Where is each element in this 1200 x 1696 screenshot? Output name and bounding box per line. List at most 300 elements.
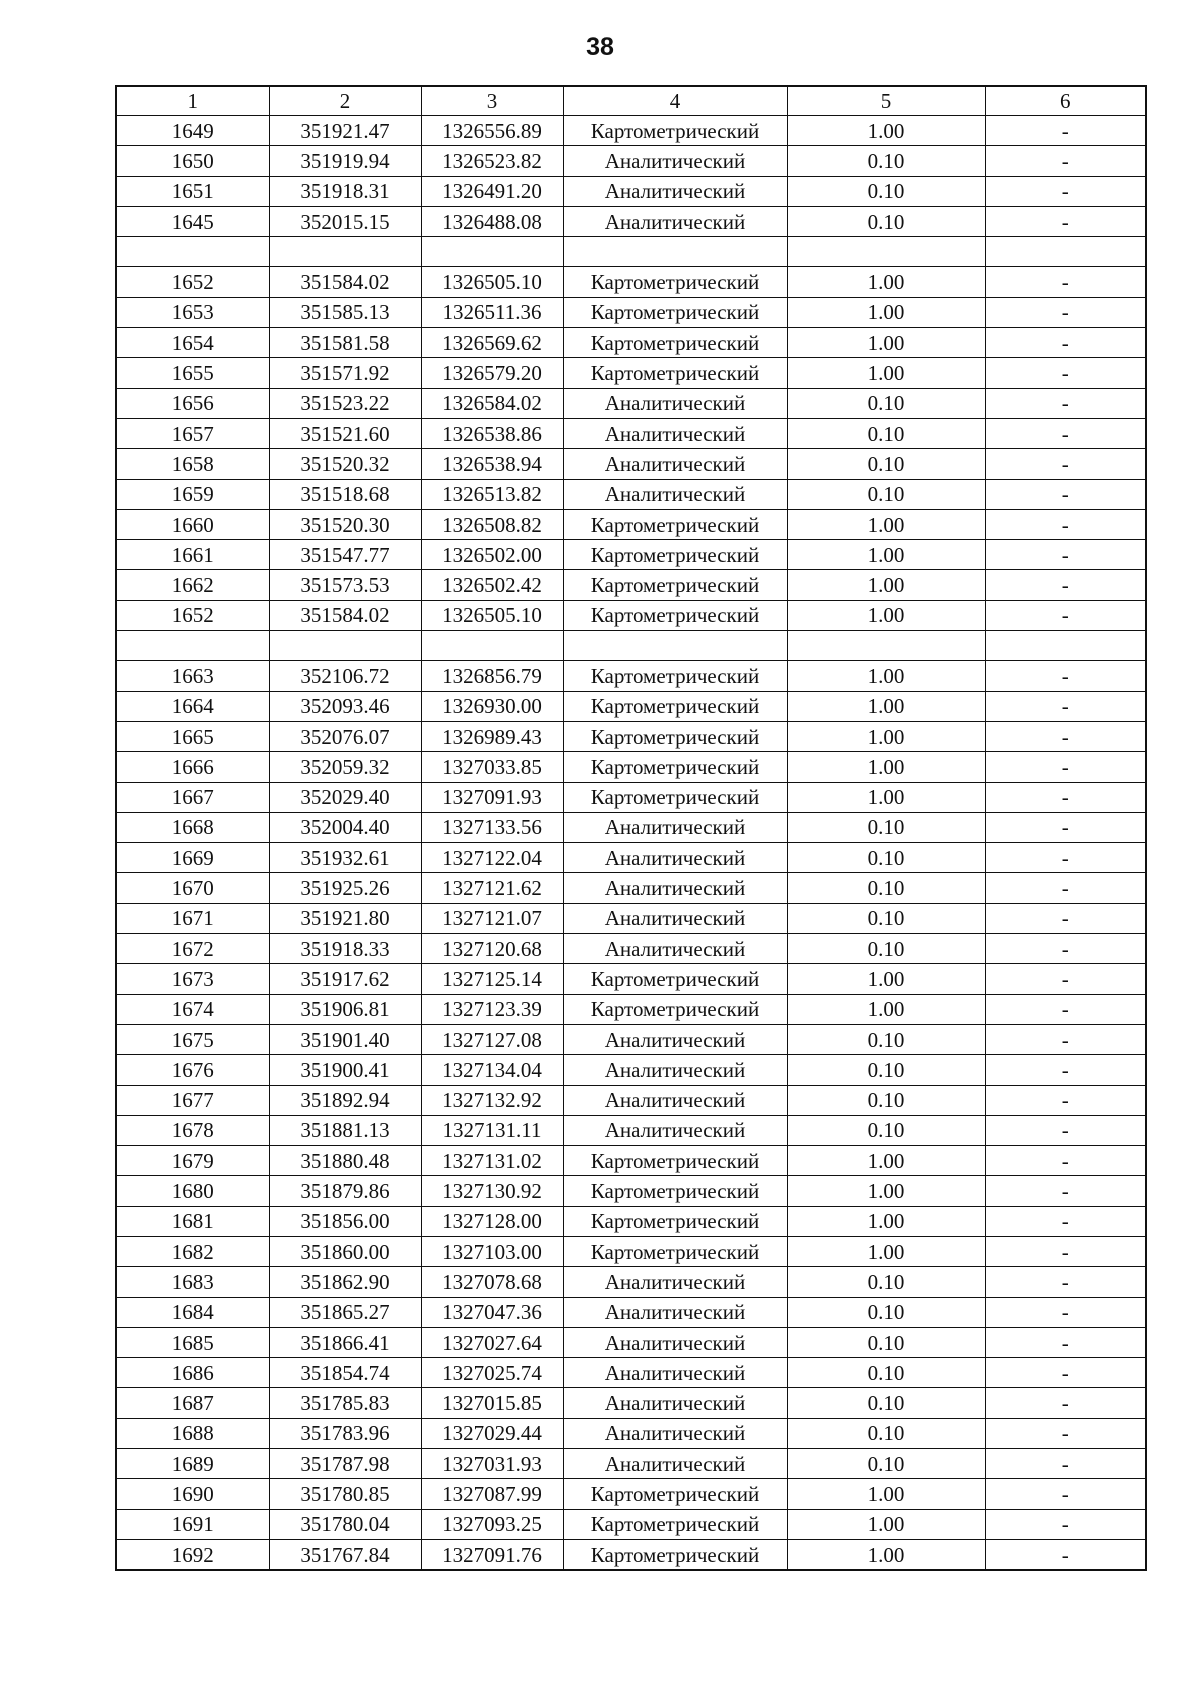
x-coordinate-cell: 351901.40	[269, 1024, 421, 1054]
method-cell: Картометрический	[563, 782, 787, 812]
point-number-cell: 1645	[116, 206, 269, 236]
point-number-cell: 1658	[116, 449, 269, 479]
method-cell: Картометрический	[563, 1479, 787, 1509]
accuracy-cell: 1.00	[787, 540, 985, 570]
note-cell: -	[985, 994, 1146, 1024]
y-coordinate-cell: 1327128.00	[421, 1206, 563, 1236]
note-cell: -	[985, 1418, 1146, 1448]
table-row	[116, 418, 1146, 448]
table-row	[116, 1479, 1146, 1509]
point-number-cell: 1654	[116, 328, 269, 358]
y-coordinate-cell: 1327132.92	[421, 1085, 563, 1115]
point-number-cell: 1663	[116, 661, 269, 691]
accuracy-cell: 1.00	[787, 1509, 985, 1539]
method-cell: Аналитический	[563, 1024, 787, 1054]
x-coordinate-cell: 351518.68	[269, 479, 421, 509]
note-cell: -	[985, 1327, 1146, 1357]
note-cell: -	[985, 540, 1146, 570]
note-cell: -	[985, 328, 1146, 358]
note-cell: -	[985, 1055, 1146, 1085]
note-cell: -	[985, 812, 1146, 842]
accuracy-cell: 0.10	[787, 812, 985, 842]
method-cell: Картометрический	[563, 964, 787, 994]
y-coordinate-cell: 1327103.00	[421, 1236, 563, 1266]
point-number-cell: 1687	[116, 1388, 269, 1418]
point-number-cell: 1692	[116, 1539, 269, 1570]
point-number-cell: 1683	[116, 1267, 269, 1297]
x-coordinate-cell: 351854.74	[269, 1358, 421, 1388]
method-cell: Аналитический	[563, 903, 787, 933]
table-row	[116, 903, 1146, 933]
y-coordinate-cell: 1326502.00	[421, 540, 563, 570]
y-coordinate-cell: 1326523.82	[421, 146, 563, 176]
table-row	[116, 1327, 1146, 1357]
y-coordinate-cell: 1327131.02	[421, 1146, 563, 1176]
method-cell: Аналитический	[563, 1115, 787, 1145]
column-header: 4	[563, 86, 787, 116]
table-row	[116, 206, 1146, 236]
accuracy-cell: 0.10	[787, 1024, 985, 1054]
y-coordinate-cell: 1326538.86	[421, 418, 563, 448]
point-number-cell: 1655	[116, 358, 269, 388]
table-row	[116, 570, 1146, 600]
y-coordinate-cell: 1327123.39	[421, 994, 563, 1024]
y-coordinate-cell: 1326513.82	[421, 479, 563, 509]
y-coordinate-cell: 1326579.20	[421, 358, 563, 388]
note-cell: -	[985, 1388, 1146, 1418]
accuracy-cell: 0.10	[787, 206, 985, 236]
accuracy-cell: 0.10	[787, 843, 985, 873]
point-number-cell: 1674	[116, 994, 269, 1024]
y-coordinate-cell: 1327134.04	[421, 1055, 563, 1085]
table-row	[116, 479, 1146, 509]
point-number-cell	[116, 631, 269, 661]
point-number-cell: 1671	[116, 903, 269, 933]
accuracy-cell: 1.00	[787, 267, 985, 297]
accuracy-cell: 0.10	[787, 1449, 985, 1479]
y-coordinate-cell: 1326502.42	[421, 570, 563, 600]
table-row	[116, 237, 1146, 267]
table-row	[116, 1176, 1146, 1206]
table-row	[116, 600, 1146, 630]
accuracy-cell: 1.00	[787, 1479, 985, 1509]
y-coordinate-cell: 1326556.89	[421, 116, 563, 146]
note-cell: -	[985, 1236, 1146, 1266]
y-coordinate-cell: 1327121.62	[421, 873, 563, 903]
table-row	[116, 1115, 1146, 1145]
accuracy-cell: 0.10	[787, 1358, 985, 1388]
note-cell: -	[985, 1176, 1146, 1206]
point-number-cell	[116, 237, 269, 267]
table-row	[116, 782, 1146, 812]
column-header: 3	[421, 86, 563, 116]
table-row	[116, 873, 1146, 903]
accuracy-cell: 1.00	[787, 1176, 985, 1206]
method-cell: Аналитический	[563, 146, 787, 176]
table-row	[116, 1539, 1146, 1570]
y-coordinate-cell: 1327131.11	[421, 1115, 563, 1145]
method-cell: Аналитический	[563, 176, 787, 206]
column-header: 6	[985, 86, 1146, 116]
x-coordinate-cell: 351521.60	[269, 418, 421, 448]
note-cell	[985, 237, 1146, 267]
y-coordinate-cell: 1326505.10	[421, 600, 563, 630]
note-cell: -	[985, 903, 1146, 933]
x-coordinate-cell: 351520.30	[269, 509, 421, 539]
table-row	[116, 176, 1146, 206]
accuracy-cell: 1.00	[787, 328, 985, 358]
y-coordinate-cell: 1326508.82	[421, 509, 563, 539]
method-cell: Аналитический	[563, 873, 787, 903]
point-number-cell: 1672	[116, 934, 269, 964]
accuracy-cell: 0.10	[787, 418, 985, 448]
x-coordinate-cell: 351892.94	[269, 1085, 421, 1115]
note-cell: -	[985, 1115, 1146, 1145]
x-coordinate-cell: 351571.92	[269, 358, 421, 388]
method-cell: Аналитический	[563, 206, 787, 236]
x-coordinate-cell: 351879.86	[269, 1176, 421, 1206]
y-coordinate-cell: 1326505.10	[421, 267, 563, 297]
table-row	[116, 934, 1146, 964]
y-coordinate-cell: 1326491.20	[421, 176, 563, 206]
method-cell: Аналитический	[563, 812, 787, 842]
y-coordinate-cell: 1326584.02	[421, 388, 563, 418]
y-coordinate-cell: 1327127.08	[421, 1024, 563, 1054]
column-header: 5	[787, 86, 985, 116]
x-coordinate-cell: 351866.41	[269, 1327, 421, 1357]
x-coordinate-cell: 352004.40	[269, 812, 421, 842]
y-coordinate-cell: 1327031.93	[421, 1449, 563, 1479]
x-coordinate-cell: 351783.96	[269, 1418, 421, 1448]
method-cell: Аналитический	[563, 1055, 787, 1085]
point-number-cell: 1682	[116, 1236, 269, 1266]
accuracy-cell: 0.10	[787, 176, 985, 206]
table-row	[116, 1418, 1146, 1448]
point-number-cell: 1652	[116, 267, 269, 297]
point-number-cell: 1685	[116, 1327, 269, 1357]
y-coordinate-cell: 1326569.62	[421, 328, 563, 358]
accuracy-cell: 0.10	[787, 873, 985, 903]
table-row	[116, 1085, 1146, 1115]
accuracy-cell: 0.10	[787, 1115, 985, 1145]
y-coordinate-cell: 1327025.74	[421, 1358, 563, 1388]
x-coordinate-cell: 351881.13	[269, 1115, 421, 1145]
method-cell	[563, 631, 787, 661]
accuracy-cell: 0.10	[787, 449, 985, 479]
accuracy-cell: 1.00	[787, 661, 985, 691]
method-cell: Аналитический	[563, 1388, 787, 1418]
x-coordinate-cell: 351523.22	[269, 388, 421, 418]
point-number-cell: 1690	[116, 1479, 269, 1509]
x-coordinate-cell: 351921.47	[269, 116, 421, 146]
note-cell: -	[985, 1479, 1146, 1509]
x-coordinate-cell: 351865.27	[269, 1297, 421, 1327]
point-number-cell: 1679	[116, 1146, 269, 1176]
accuracy-cell: 1.00	[787, 1539, 985, 1570]
method-cell: Аналитический	[563, 1327, 787, 1357]
note-cell: -	[985, 146, 1146, 176]
x-coordinate-cell: 351581.58	[269, 328, 421, 358]
x-coordinate-cell: 351584.02	[269, 600, 421, 630]
point-number-cell: 1665	[116, 721, 269, 751]
method-cell: Картометрический	[563, 661, 787, 691]
note-cell: -	[985, 1206, 1146, 1236]
note-cell: -	[985, 843, 1146, 873]
method-cell: Картометрический	[563, 1236, 787, 1266]
point-number-cell: 1669	[116, 843, 269, 873]
x-coordinate-cell: 351862.90	[269, 1267, 421, 1297]
table-row	[116, 691, 1146, 721]
y-coordinate-cell: 1327091.76	[421, 1539, 563, 1570]
y-coordinate-cell	[421, 631, 563, 661]
method-cell: Аналитический	[563, 1267, 787, 1297]
table-row	[116, 1358, 1146, 1388]
y-coordinate-cell: 1327120.68	[421, 934, 563, 964]
x-coordinate-cell: 351780.85	[269, 1479, 421, 1509]
method-cell: Картометрический	[563, 1509, 787, 1539]
accuracy-cell: 1.00	[787, 1146, 985, 1176]
x-coordinate-cell: 352029.40	[269, 782, 421, 812]
note-cell: -	[985, 176, 1146, 206]
note-cell: -	[985, 116, 1146, 146]
accuracy-cell: 0.10	[787, 479, 985, 509]
point-number-cell: 1688	[116, 1418, 269, 1448]
y-coordinate-cell: 1326538.94	[421, 449, 563, 479]
x-coordinate-cell	[269, 237, 421, 267]
note-cell: -	[985, 206, 1146, 236]
x-coordinate-cell: 351917.62	[269, 964, 421, 994]
accuracy-cell: 1.00	[787, 358, 985, 388]
table-row	[116, 358, 1146, 388]
table-row	[116, 1267, 1146, 1297]
x-coordinate-cell: 352015.15	[269, 206, 421, 236]
y-coordinate-cell: 1327027.64	[421, 1327, 563, 1357]
x-coordinate-cell: 351906.81	[269, 994, 421, 1024]
accuracy-cell: 1.00	[787, 297, 985, 327]
point-number-cell: 1677	[116, 1085, 269, 1115]
x-coordinate-cell: 351918.33	[269, 934, 421, 964]
point-number-cell: 1659	[116, 479, 269, 509]
method-cell: Картометрический	[563, 358, 787, 388]
table-row	[116, 631, 1146, 661]
table-row	[116, 328, 1146, 358]
table-row	[116, 449, 1146, 479]
table-row	[116, 1024, 1146, 1054]
point-number-cell: 1691	[116, 1509, 269, 1539]
note-cell: -	[985, 752, 1146, 782]
table-row	[116, 994, 1146, 1024]
accuracy-cell: 1.00	[787, 964, 985, 994]
method-cell: Картометрический	[563, 509, 787, 539]
method-cell: Аналитический	[563, 1449, 787, 1479]
method-cell: Картометрический	[563, 328, 787, 358]
y-coordinate-cell: 1326511.36	[421, 297, 563, 327]
method-cell: Картометрический	[563, 540, 787, 570]
x-coordinate-cell: 351880.48	[269, 1146, 421, 1176]
accuracy-cell: 0.10	[787, 903, 985, 933]
table-row	[116, 721, 1146, 751]
point-number-cell: 1667	[116, 782, 269, 812]
y-coordinate-cell: 1327015.85	[421, 1388, 563, 1418]
note-cell: -	[985, 873, 1146, 903]
y-coordinate-cell: 1327029.44	[421, 1418, 563, 1448]
y-coordinate-cell: 1327093.25	[421, 1509, 563, 1539]
note-cell: -	[985, 1358, 1146, 1388]
note-cell: -	[985, 267, 1146, 297]
note-cell	[985, 631, 1146, 661]
method-cell: Картометрический	[563, 600, 787, 630]
note-cell: -	[985, 479, 1146, 509]
y-coordinate-cell: 1327121.07	[421, 903, 563, 933]
method-cell: Картометрический	[563, 691, 787, 721]
table-row	[116, 1449, 1146, 1479]
x-coordinate-cell: 351520.32	[269, 449, 421, 479]
method-cell: Картометрический	[563, 1146, 787, 1176]
x-coordinate-cell: 351932.61	[269, 843, 421, 873]
point-number-cell: 1675	[116, 1024, 269, 1054]
y-coordinate-cell: 1327078.68	[421, 1267, 563, 1297]
point-number-cell: 1652	[116, 600, 269, 630]
table-row	[116, 1055, 1146, 1085]
table-row	[116, 116, 1146, 146]
accuracy-cell: 1.00	[787, 600, 985, 630]
method-cell: Аналитический	[563, 479, 787, 509]
method-cell: Картометрический	[563, 752, 787, 782]
note-cell: -	[985, 721, 1146, 751]
accuracy-cell: 0.10	[787, 934, 985, 964]
column-header: 2	[269, 86, 421, 116]
table-row	[116, 1206, 1146, 1236]
method-cell: Аналитический	[563, 418, 787, 448]
x-coordinate-cell: 351918.31	[269, 176, 421, 206]
x-coordinate-cell: 351585.13	[269, 297, 421, 327]
table-row	[116, 843, 1146, 873]
accuracy-cell: 1.00	[787, 721, 985, 751]
x-coordinate-cell: 351787.98	[269, 1449, 421, 1479]
point-number-cell: 1664	[116, 691, 269, 721]
note-cell: -	[985, 600, 1146, 630]
point-number-cell: 1651	[116, 176, 269, 206]
method-cell: Картометрический	[563, 721, 787, 751]
accuracy-cell: 0.10	[787, 1085, 985, 1115]
point-number-cell: 1657	[116, 418, 269, 448]
table-row	[116, 509, 1146, 539]
accuracy-cell: 0.10	[787, 146, 985, 176]
note-cell: -	[985, 388, 1146, 418]
accuracy-cell: 0.10	[787, 1055, 985, 1085]
accuracy-cell: 1.00	[787, 116, 985, 146]
x-coordinate-cell: 351921.80	[269, 903, 421, 933]
x-coordinate-cell: 351767.84	[269, 1539, 421, 1570]
point-number-cell: 1681	[116, 1206, 269, 1236]
note-cell: -	[985, 418, 1146, 448]
point-number-cell: 1650	[116, 146, 269, 176]
accuracy-cell: 0.10	[787, 1297, 985, 1327]
note-cell: -	[985, 1449, 1146, 1479]
y-coordinate-cell	[421, 237, 563, 267]
note-cell: -	[985, 934, 1146, 964]
method-cell: Аналитический	[563, 1297, 787, 1327]
table-row	[116, 540, 1146, 570]
point-number-cell: 1680	[116, 1176, 269, 1206]
y-coordinate-cell: 1327091.93	[421, 782, 563, 812]
point-number-cell: 1673	[116, 964, 269, 994]
accuracy-cell: 1.00	[787, 570, 985, 600]
accuracy-cell: 0.10	[787, 1327, 985, 1357]
method-cell: Картометрический	[563, 1206, 787, 1236]
y-coordinate-cell: 1326856.79	[421, 661, 563, 691]
point-number-cell: 1653	[116, 297, 269, 327]
x-coordinate-cell: 351780.04	[269, 1509, 421, 1539]
note-cell: -	[985, 782, 1146, 812]
point-number-cell: 1662	[116, 570, 269, 600]
x-coordinate-cell: 351584.02	[269, 267, 421, 297]
method-cell: Картометрический	[563, 994, 787, 1024]
method-cell: Картометрический	[563, 116, 787, 146]
method-cell: Аналитический	[563, 1085, 787, 1115]
y-coordinate-cell: 1327087.99	[421, 1479, 563, 1509]
table-row	[116, 1297, 1146, 1327]
point-number-cell: 1660	[116, 509, 269, 539]
x-coordinate-cell: 351919.94	[269, 146, 421, 176]
accuracy-cell: 1.00	[787, 1206, 985, 1236]
coordinates-table	[115, 85, 1147, 1571]
method-cell: Аналитический	[563, 449, 787, 479]
point-number-cell: 1661	[116, 540, 269, 570]
x-coordinate-cell: 351900.41	[269, 1055, 421, 1085]
table-header-row	[116, 86, 1146, 116]
point-number-cell: 1678	[116, 1115, 269, 1145]
y-coordinate-cell: 1326488.08	[421, 206, 563, 236]
note-cell: -	[985, 661, 1146, 691]
method-cell: Картометрический	[563, 297, 787, 327]
point-number-cell: 1668	[116, 812, 269, 842]
y-coordinate-cell: 1327125.14	[421, 964, 563, 994]
table-row	[116, 964, 1146, 994]
table-row	[116, 146, 1146, 176]
note-cell: -	[985, 1539, 1146, 1570]
method-cell: Картометрический	[563, 570, 787, 600]
table-row	[116, 297, 1146, 327]
accuracy-cell	[787, 631, 985, 661]
table-row	[116, 661, 1146, 691]
table-row	[116, 1509, 1146, 1539]
accuracy-cell: 1.00	[787, 782, 985, 812]
table-row	[116, 752, 1146, 782]
x-coordinate-cell: 351856.00	[269, 1206, 421, 1236]
method-cell: Картометрический	[563, 1539, 787, 1570]
x-coordinate-cell	[269, 631, 421, 661]
accuracy-cell: 1.00	[787, 1236, 985, 1266]
method-cell: Аналитический	[563, 934, 787, 964]
y-coordinate-cell: 1327047.36	[421, 1297, 563, 1327]
point-number-cell: 1686	[116, 1358, 269, 1388]
note-cell: -	[985, 509, 1146, 539]
point-number-cell: 1676	[116, 1055, 269, 1085]
accuracy-cell: 1.00	[787, 509, 985, 539]
x-coordinate-cell: 352059.32	[269, 752, 421, 782]
point-number-cell: 1649	[116, 116, 269, 146]
table-row	[116, 1146, 1146, 1176]
x-coordinate-cell: 351860.00	[269, 1236, 421, 1266]
method-cell: Аналитический	[563, 388, 787, 418]
x-coordinate-cell: 352076.07	[269, 721, 421, 751]
note-cell: -	[985, 1297, 1146, 1327]
note-cell: -	[985, 358, 1146, 388]
note-cell: -	[985, 964, 1146, 994]
accuracy-cell: 0.10	[787, 388, 985, 418]
table-row	[116, 812, 1146, 842]
